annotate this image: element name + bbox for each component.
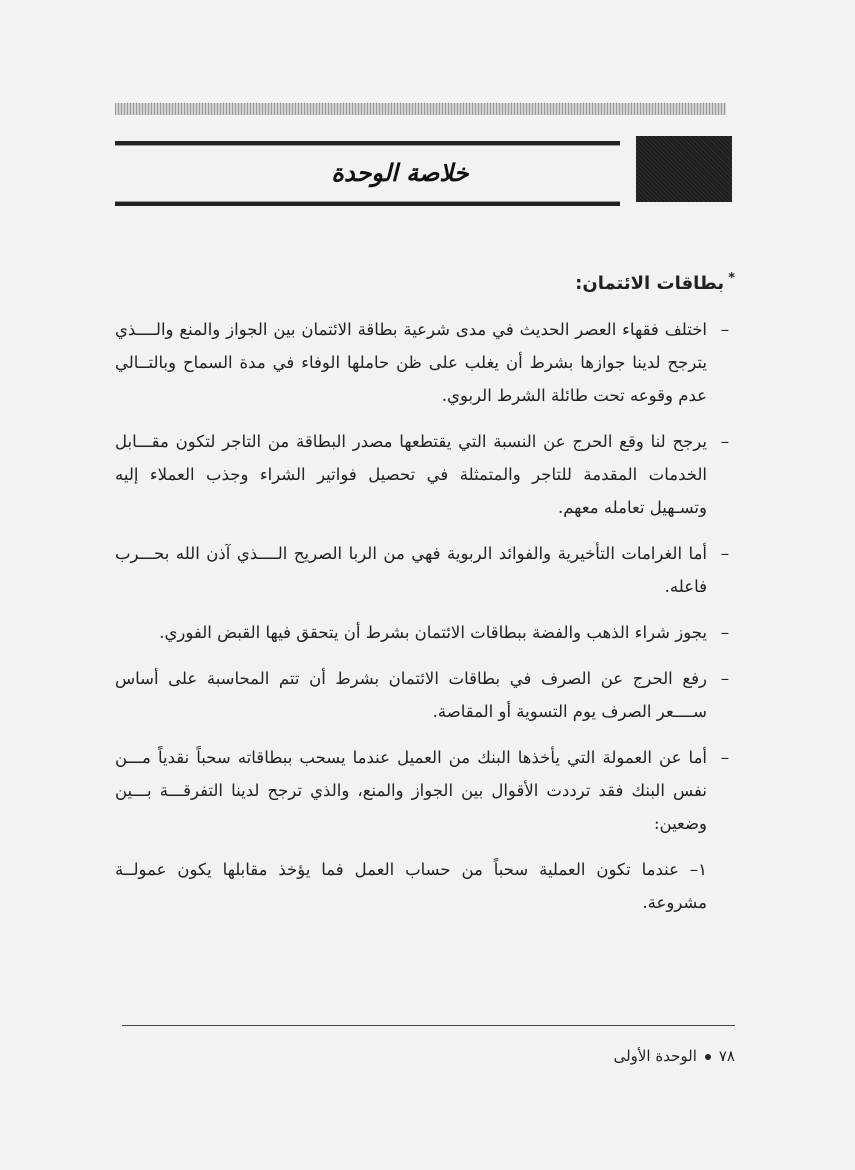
summary-point xyxy=(115,662,735,728)
summary-point-text: يجوز شراء الذهب والفضة ببطاقات الائتمان بشرط أن يتحقق فيها القبض الفوري. xyxy=(159,623,707,642)
unit-summary-title: خلاصة الوحدة xyxy=(331,159,469,187)
title-top-rule xyxy=(115,141,620,146)
page-footer xyxy=(500,1046,735,1066)
footer-rule xyxy=(122,1025,735,1026)
bullet-dash: – xyxy=(720,320,730,339)
title-decorative-block xyxy=(636,136,732,202)
unit-label: الوحدة الأولى xyxy=(613,1047,697,1065)
summary-point-text: اختلف فقهاء العصر الحديث في مدى شرعية بطاقة الائتمان بين الجواز والمنع والــــذي يترجح لدينا جوازها بشرط أن يغلب على ظن حاملها الوفاء في مدة السماح وبالتــالي عدم وقوعه تحت طائلة الشرط الربوي. xyxy=(115,320,707,405)
header-decorative-band xyxy=(115,103,726,115)
summary-point-text: أما عن العمولة التي يأخذها البنك من العميل عندما يسحب ببطاقاته سحباً نقدياً مـــن نفس البنك فقد ترددت الأقوال بين الجواز والمنع، والذي ترجح لدينا التفرقـــة بـــين وضعين: xyxy=(115,748,707,833)
bullet-separator-icon xyxy=(705,1054,711,1060)
bullet-dash: – xyxy=(720,748,730,767)
bullet-dash: – xyxy=(720,623,730,642)
bullet-dash: – xyxy=(720,669,730,688)
summary-point-text: رفع الحرج عن الصرف في بطاقات الائتمان بشرط أن تتم المحاسبة على أساس ســــعر الصرف يوم التسوية أو المقاصة. xyxy=(115,669,707,721)
numbered-subpoint xyxy=(115,853,735,919)
bullet-dash: – xyxy=(720,544,730,563)
summary-point xyxy=(115,537,735,603)
page-number: ٧٨ xyxy=(718,1047,735,1065)
summary-point xyxy=(115,616,735,649)
summary-content xyxy=(115,262,735,919)
section-heading-text: بطاقات الائتمان: xyxy=(575,273,725,294)
subpoint-text: ١– عندما تكون العملية سحباً من حساب العمل فما يؤخذ مقابلها يكون عمولــة مشروعة. xyxy=(115,860,707,912)
bullet-dash: – xyxy=(720,432,730,451)
summary-point xyxy=(115,741,735,840)
summary-point-text: يرجح لنا وقع الحرج عن النسبة التي يقتطعها مصدر البطاقة من التاجر لتكون مقـــابل الخدمات المقدمة للتاجر والمتمثلة في تحصيل فواتير الشراء وجذب العملاء إليه وتسـهيل تعامله معهم. xyxy=(115,432,707,517)
summary-point xyxy=(115,425,735,524)
summary-point xyxy=(115,313,735,412)
section-heading xyxy=(115,262,735,300)
title-bottom-rule xyxy=(115,201,620,206)
summary-point-text: أما الغرامات التأخيرية والفوائد الربوية فهي من الربا الصريح الــــذي آذن الله بحـــرب فاعله. xyxy=(115,544,707,596)
heading-star: * xyxy=(728,271,735,286)
